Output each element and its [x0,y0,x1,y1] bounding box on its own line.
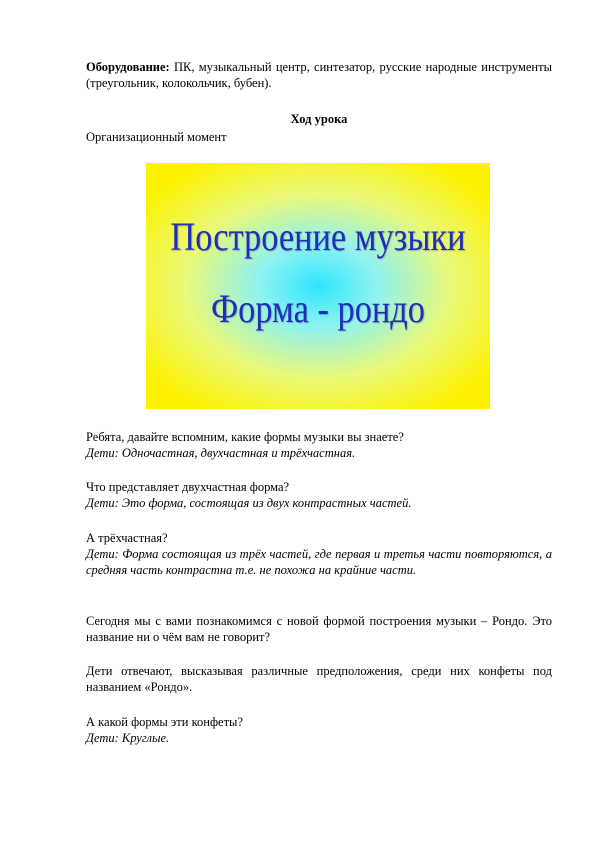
lesson-heading: Ход урока [290,112,348,126]
answer-2: Дети: Это форма, состоящая из двух контрастных частей. [86,496,412,510]
equipment-text: ПК, музыкальный центр, синтезатор, русские народные инструменты (треугольник, колокольчик, бубен). [86,60,552,90]
answer-1: Дети: Одночастная, двухчастная и трёхчастная. [86,446,356,460]
slide-title-line2: Форма - рондо [210,286,426,331]
answer-3: Дети: Форма состоящая из трёх частей, где первая и третья части повторяются, а средняя часть контрастна т.е. не похожа на крайние части. [86,547,552,577]
equipment-paragraph [86,60,552,91]
org-moment: Организационный момент [86,130,227,144]
answer-4: Дети: Круглые. [86,731,170,745]
paragraph-rondo: Сегодня мы с вами познакомимся с новой формой построения музыки – Рондо. Это название ни о чём вам не говорит? [86,614,552,644]
question-2: Что представляет двухчастная форма? [86,480,290,494]
title-slide-image [146,163,490,409]
equipment-label: Оборудование: [86,60,170,74]
question-4: А какой формы эти конфеты? [86,715,244,729]
question-1: Ребята, давайте вспомним, какие формы музыки вы знаете? [86,430,404,444]
paragraph-children: Дети отвечают, высказывая различные предположения, среди них конфеты под названием «Рондо». [86,664,552,694]
slide-title-line1: Построение музыки [170,214,466,259]
question-3: А трёхчастная? [86,531,168,545]
